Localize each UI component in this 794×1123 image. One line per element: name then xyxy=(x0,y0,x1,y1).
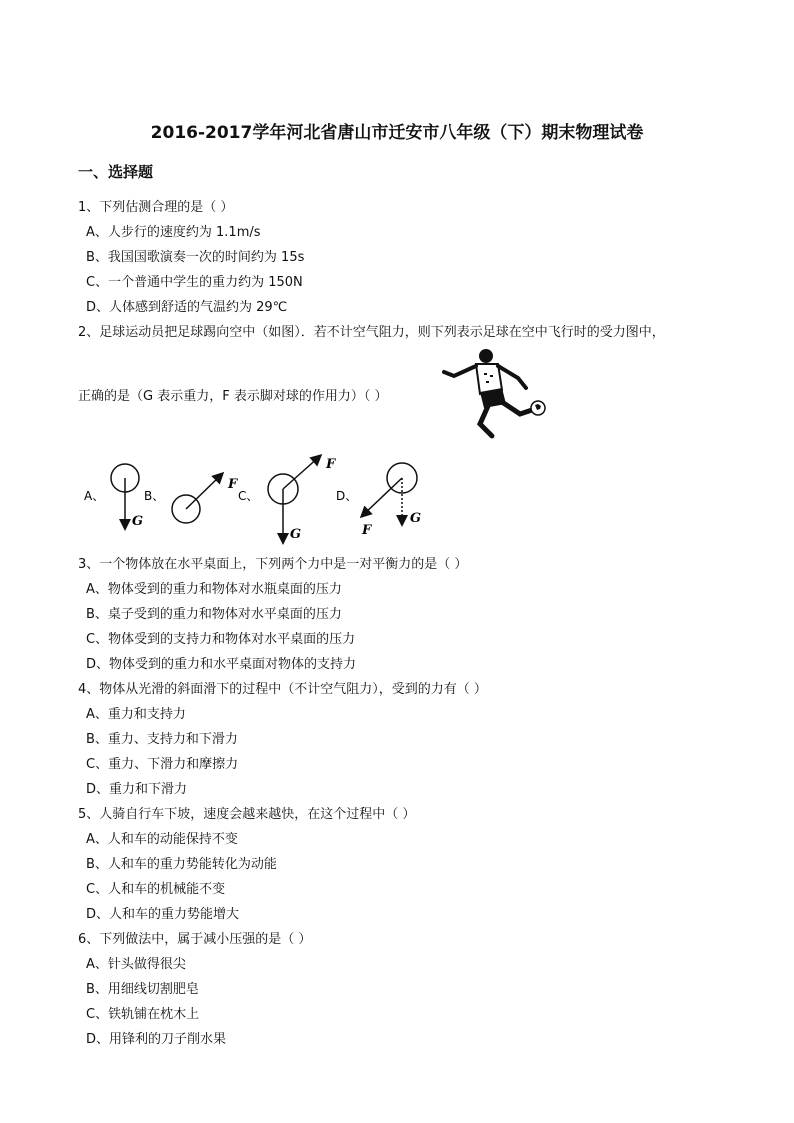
option-a: A、针头做得很尖 xyxy=(86,957,186,972)
diagram-option-d xyxy=(361,463,421,538)
option-b: B、用细线切割肥皂 xyxy=(86,982,199,997)
section-heading: 一、选择题 xyxy=(78,163,154,181)
option-a: A、人和车的动能保持不变 xyxy=(86,832,238,847)
option-c: C、一个普通中学生的重力约为 150N xyxy=(86,275,303,290)
force-label-g: G xyxy=(132,514,144,529)
force-label-g: G xyxy=(290,527,302,542)
diagram-label-c: C、 xyxy=(238,489,259,503)
question-stem: 1、下列估测合理的是（ ） xyxy=(78,200,234,215)
diagram-option-b xyxy=(172,474,238,523)
option-b: B、桌子受到的重力和物体对水平桌面的压力 xyxy=(86,607,342,622)
force-label-f: F xyxy=(362,523,372,538)
diagram-label-d: D、 xyxy=(336,489,358,503)
option-d: D、人体感到舒适的气温约为 29℃ xyxy=(86,300,288,315)
question-stem-cont: 正确的是（G 表示重力，F 表示脚对球的作用力）（ ） xyxy=(78,389,388,404)
option-d: D、重力和下滑力 xyxy=(86,782,188,797)
question-stem: 2、足球运动员把足球踢向空中（如图）．若不计空气阻力，则下列表示足球在空中飞行时的受力图中， xyxy=(78,325,665,340)
diagram-label-a: A、 xyxy=(84,489,105,503)
option-c: C、重力、下滑力和摩擦力 xyxy=(86,757,239,772)
diagram-option-a xyxy=(111,464,143,529)
option-b: B、人和车的重力势能转化为动能 xyxy=(86,857,277,872)
page-title: 2016-2017学年河北省唐山市迁安市八年级（下）期末物理试卷 xyxy=(150,123,644,143)
football-player-image xyxy=(440,344,560,444)
question-stem: 4、物体从光滑的斜面滑下的过程中（不计空气阻力），受到的力有（ ） xyxy=(78,682,487,697)
question-stem: 5、人骑自行车下坡，速度会越来越快，在这个过程中（ ） xyxy=(78,807,416,822)
option-b: B、重力、支持力和下滑力 xyxy=(86,732,238,747)
force-diagram xyxy=(80,452,440,552)
force-label-g: G xyxy=(410,511,422,526)
question-stem: 3、一个物体放在水平桌面上，下列两个力中是一对平衡力的是（ ） xyxy=(78,557,468,572)
option-c: C、铁轨铺在枕木上 xyxy=(86,1007,200,1022)
option-b: B、我国国歌演奏一次的时间约为 15s xyxy=(86,250,305,265)
option-a: A、物体受到的重力和物体对水瓶桌面的压力 xyxy=(86,582,342,597)
diagram-label-b: B、 xyxy=(144,489,165,503)
option-d: D、人和车的重力势能增大 xyxy=(86,907,240,922)
question-stem: 6、下列做法中，属于减小压强的是（ ） xyxy=(78,932,312,947)
option-d: D、用锋利的刀子削水果 xyxy=(86,1032,227,1047)
force-label-f: F xyxy=(326,457,336,472)
diagram-option-c xyxy=(268,456,336,542)
option-a: A、重力和支持力 xyxy=(86,707,186,722)
force-label-f: F xyxy=(228,477,238,492)
option-c: C、人和车的机械能不变 xyxy=(86,882,226,897)
option-d: D、物体受到的重力和水平桌面对物体的支持力 xyxy=(86,657,357,672)
option-c: C、物体受到的支持力和物体对水平桌面的压力 xyxy=(86,632,356,647)
option-a: A、人步行的速度约为 1.1m/s xyxy=(86,225,261,240)
